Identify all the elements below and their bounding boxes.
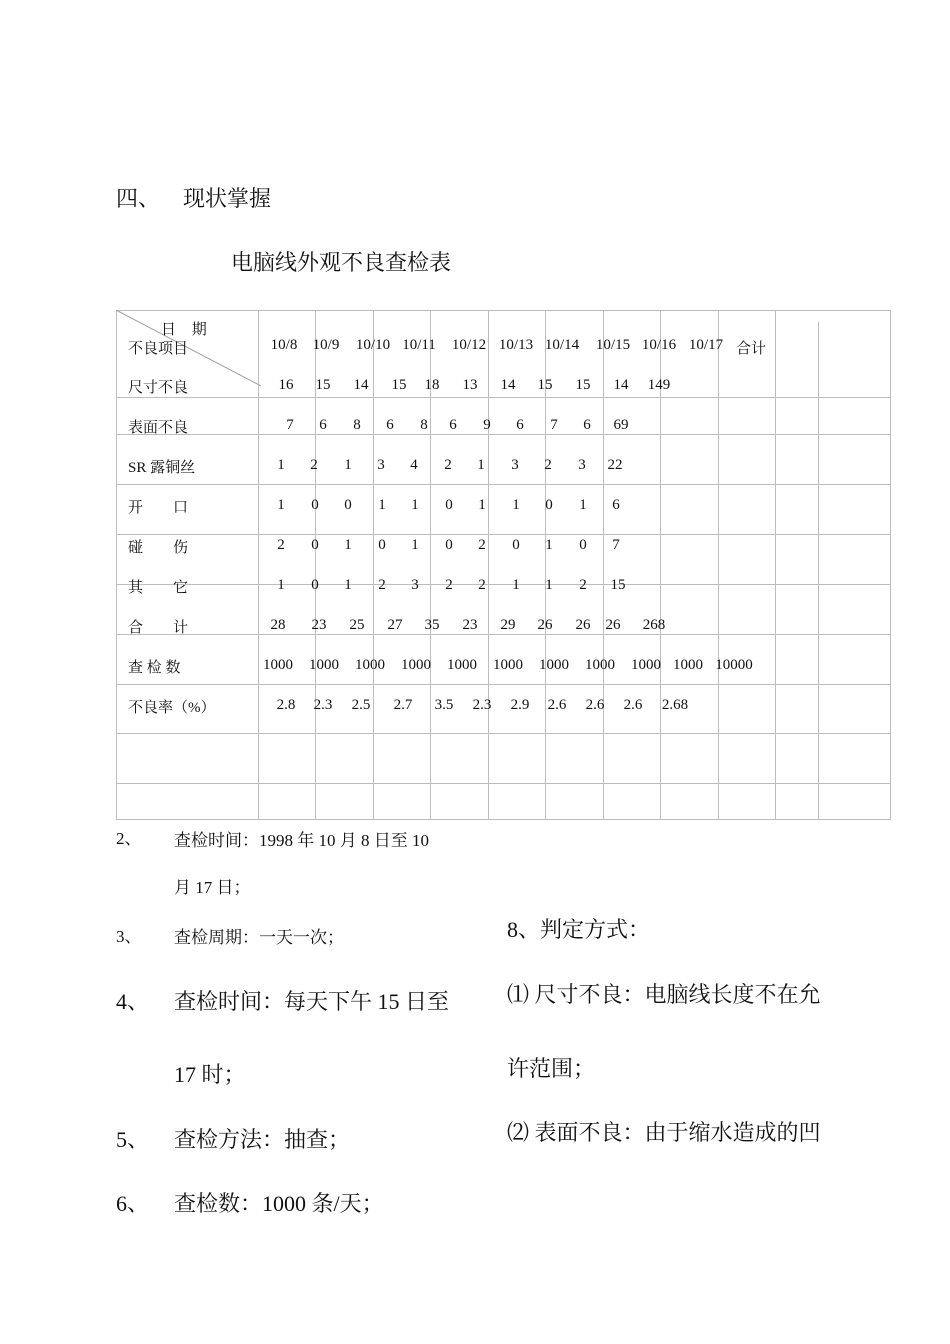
table-cell: 0	[311, 497, 319, 513]
table-cell: 15	[391, 377, 407, 393]
column-header: 10/15	[595, 337, 631, 353]
table-cell: 149	[647, 377, 671, 393]
table-cell: 1	[545, 577, 553, 593]
table-cell: 1	[277, 577, 285, 593]
table-cell: 2.3	[313, 697, 333, 713]
table-cell: 1	[477, 457, 485, 473]
table-cell: 23	[462, 617, 478, 633]
table-col-line	[373, 310, 374, 820]
table-cell: 1	[378, 497, 386, 513]
table-cell: 23	[311, 617, 327, 633]
table-cell: 2.5	[351, 697, 371, 713]
table-cell: 1000	[631, 657, 661, 673]
table-cell: 2	[310, 457, 318, 473]
table-cell: 3	[411, 577, 419, 593]
table-border-left	[116, 310, 117, 820]
list-number: 4、	[116, 989, 150, 1014]
table-cell: 69	[613, 417, 629, 433]
judgement-item-2: ⑵ 表面不良：由于缩水造成的凹	[507, 1120, 821, 1145]
table-cell: 10000	[715, 657, 753, 673]
table-cell: 15	[315, 377, 331, 393]
table-cell: 0	[311, 577, 319, 593]
table-cell: 9	[483, 417, 491, 433]
table-cell: 1	[344, 577, 352, 593]
table-cell: 14	[353, 377, 369, 393]
table-cell: 2	[445, 577, 453, 593]
table-cell: 2	[478, 537, 486, 553]
table-cell: 29	[500, 617, 516, 633]
section-number: 四、	[116, 186, 161, 211]
section-title: 现状掌握	[183, 186, 272, 211]
table-col-line	[718, 310, 719, 820]
column-header: 10/16	[641, 337, 677, 353]
row-label: 开 口	[128, 500, 189, 516]
row-label: 不良率（%）	[128, 700, 216, 716]
table-cell: 6	[386, 417, 394, 433]
table-cell: 14	[613, 377, 629, 393]
column-header: 10/14	[544, 337, 580, 353]
table-col-line	[603, 310, 604, 820]
table-cell: 2.6	[623, 697, 643, 713]
table-cell: 2.6	[547, 697, 567, 713]
column-header: 合计	[735, 341, 767, 357]
column-header: 10/10	[355, 337, 391, 353]
list-number: 3、	[116, 927, 142, 946]
table-cell: 0	[579, 537, 587, 553]
list-text-cont: 月 17 日；	[174, 878, 251, 897]
table-cell: 28	[270, 617, 286, 633]
list-number: 6、	[116, 1191, 150, 1216]
table-cell: 6	[319, 417, 327, 433]
table-cell: 22	[607, 457, 623, 473]
table-cell: 13	[462, 377, 478, 393]
table-cell: 16	[278, 377, 294, 393]
table-cell: 3	[511, 457, 519, 473]
column-header: 10/11	[402, 337, 436, 353]
row-label: 其 它	[128, 580, 189, 596]
table-cell: 8	[420, 417, 428, 433]
table-col-line	[258, 310, 259, 820]
table-cell: 2.9	[510, 697, 530, 713]
table-cell: 2.8	[276, 697, 296, 713]
table-cell: 2	[378, 577, 386, 593]
table-cell: 1000	[673, 657, 703, 673]
table-col-line	[818, 322, 819, 820]
list-text-cont: 17 时；	[174, 1062, 246, 1087]
column-header: 10/9	[312, 337, 340, 353]
table-cell: 15	[575, 377, 591, 393]
table-cell: 6	[612, 497, 620, 513]
judgement-item-1-cont: 许范围；	[507, 1056, 596, 1081]
table-cell: 1000	[447, 657, 477, 673]
table-cell: 1	[579, 497, 587, 513]
table-cell: 0	[445, 537, 453, 553]
table-cell: 7	[550, 417, 558, 433]
table-cell: 1000	[401, 657, 431, 673]
table-cell: 1	[277, 457, 285, 473]
table-cell: 1000	[493, 657, 523, 673]
table-border-right	[890, 310, 891, 820]
table-cell: 2.6	[585, 697, 605, 713]
table-cell: 2	[478, 577, 486, 593]
table-cell: 3.5	[434, 697, 454, 713]
table-cell: 1000	[355, 657, 385, 673]
table-col-line	[775, 310, 776, 820]
table-cell: 2	[444, 457, 452, 473]
row-label: 查 检 数	[128, 660, 181, 676]
table-cell: 2.68	[661, 697, 689, 713]
table-cell: 1	[512, 497, 520, 513]
list-text: 查检时间：1998 年 10 月 8 日至 10	[174, 831, 429, 850]
table-cell: 0	[311, 537, 319, 553]
column-header: 10/13	[498, 337, 534, 353]
table-cell: 3	[578, 457, 586, 473]
header-date-label: 日 期	[161, 322, 213, 338]
table-cell: 2.3	[472, 697, 492, 713]
table-cell: 15	[537, 377, 553, 393]
list-number: 5、	[116, 1127, 150, 1152]
table-cell: 4	[410, 457, 418, 473]
table-cell: 26	[537, 617, 553, 633]
table-cell: 1	[411, 537, 419, 553]
table-cell: 0	[545, 497, 553, 513]
table-cell: 7	[612, 537, 620, 553]
table-cell: 25	[349, 617, 365, 633]
table-cell: 0	[344, 497, 352, 513]
header-item-label: 不良项目	[128, 341, 189, 357]
column-header: 10/17	[688, 337, 724, 353]
list-text: 查检方法：抽查；	[174, 1127, 351, 1152]
table-cell: 2	[277, 537, 285, 553]
row-label: 碰 伤	[128, 540, 189, 556]
column-header: 10/8	[270, 337, 298, 353]
table-cell: 0	[378, 537, 386, 553]
judgement-item-1: ⑴ 尺寸不良：电脑线长度不在允	[507, 982, 821, 1007]
row-label: 合 计	[128, 620, 189, 636]
table-cell: 1	[478, 497, 486, 513]
row-label: 表面不良	[128, 420, 189, 436]
table-cell: 6	[583, 417, 591, 433]
judgement-heading: 8、判定方式：	[507, 917, 651, 942]
table-cell: 1000	[539, 657, 569, 673]
table-cell: 15	[610, 577, 626, 593]
table-cell: 1000	[263, 657, 293, 673]
list-text: 查检时间：每天下午 15 日至	[174, 989, 450, 1014]
table-cell: 1	[277, 497, 285, 513]
table-cell: 1	[344, 457, 352, 473]
table-cell: 26	[575, 617, 591, 633]
table-cell: 14	[500, 377, 516, 393]
table-cell: 26	[605, 617, 621, 633]
column-header: 10/12	[451, 337, 487, 353]
table-cell: 1	[344, 537, 352, 553]
table-cell: 3	[377, 457, 385, 473]
table-cell: 1	[545, 537, 553, 553]
row-label: 尺寸不良	[128, 380, 189, 396]
table-cell: 1	[512, 577, 520, 593]
table-cell: 8	[353, 417, 361, 433]
list-text: 查检数：1000 条/天；	[174, 1191, 384, 1216]
table-cell: 7	[286, 417, 294, 433]
table-cell: 2.7	[393, 697, 413, 713]
table-cell: 0	[445, 497, 453, 513]
table-cell: 2	[579, 577, 587, 593]
table-title: 电脑线外观不良查检表	[231, 250, 452, 275]
table-cell: 18	[424, 377, 440, 393]
table-cell: 35	[424, 617, 440, 633]
list-number: 2、	[116, 829, 142, 848]
table-col-line	[488, 310, 489, 820]
table-cell: 1	[411, 497, 419, 513]
list-text: 查检周期：一天一次；	[174, 928, 344, 947]
table-cell: 2	[544, 457, 552, 473]
table-cell: 1000	[585, 657, 615, 673]
table-cell: 268	[642, 617, 666, 633]
table-cell: 1000	[309, 657, 339, 673]
table-cell: 6	[449, 417, 457, 433]
row-label: SR 露铜丝	[128, 460, 196, 476]
table-cell: 27	[387, 617, 403, 633]
table-cell: 0	[512, 537, 520, 553]
table-cell: 6	[516, 417, 524, 433]
